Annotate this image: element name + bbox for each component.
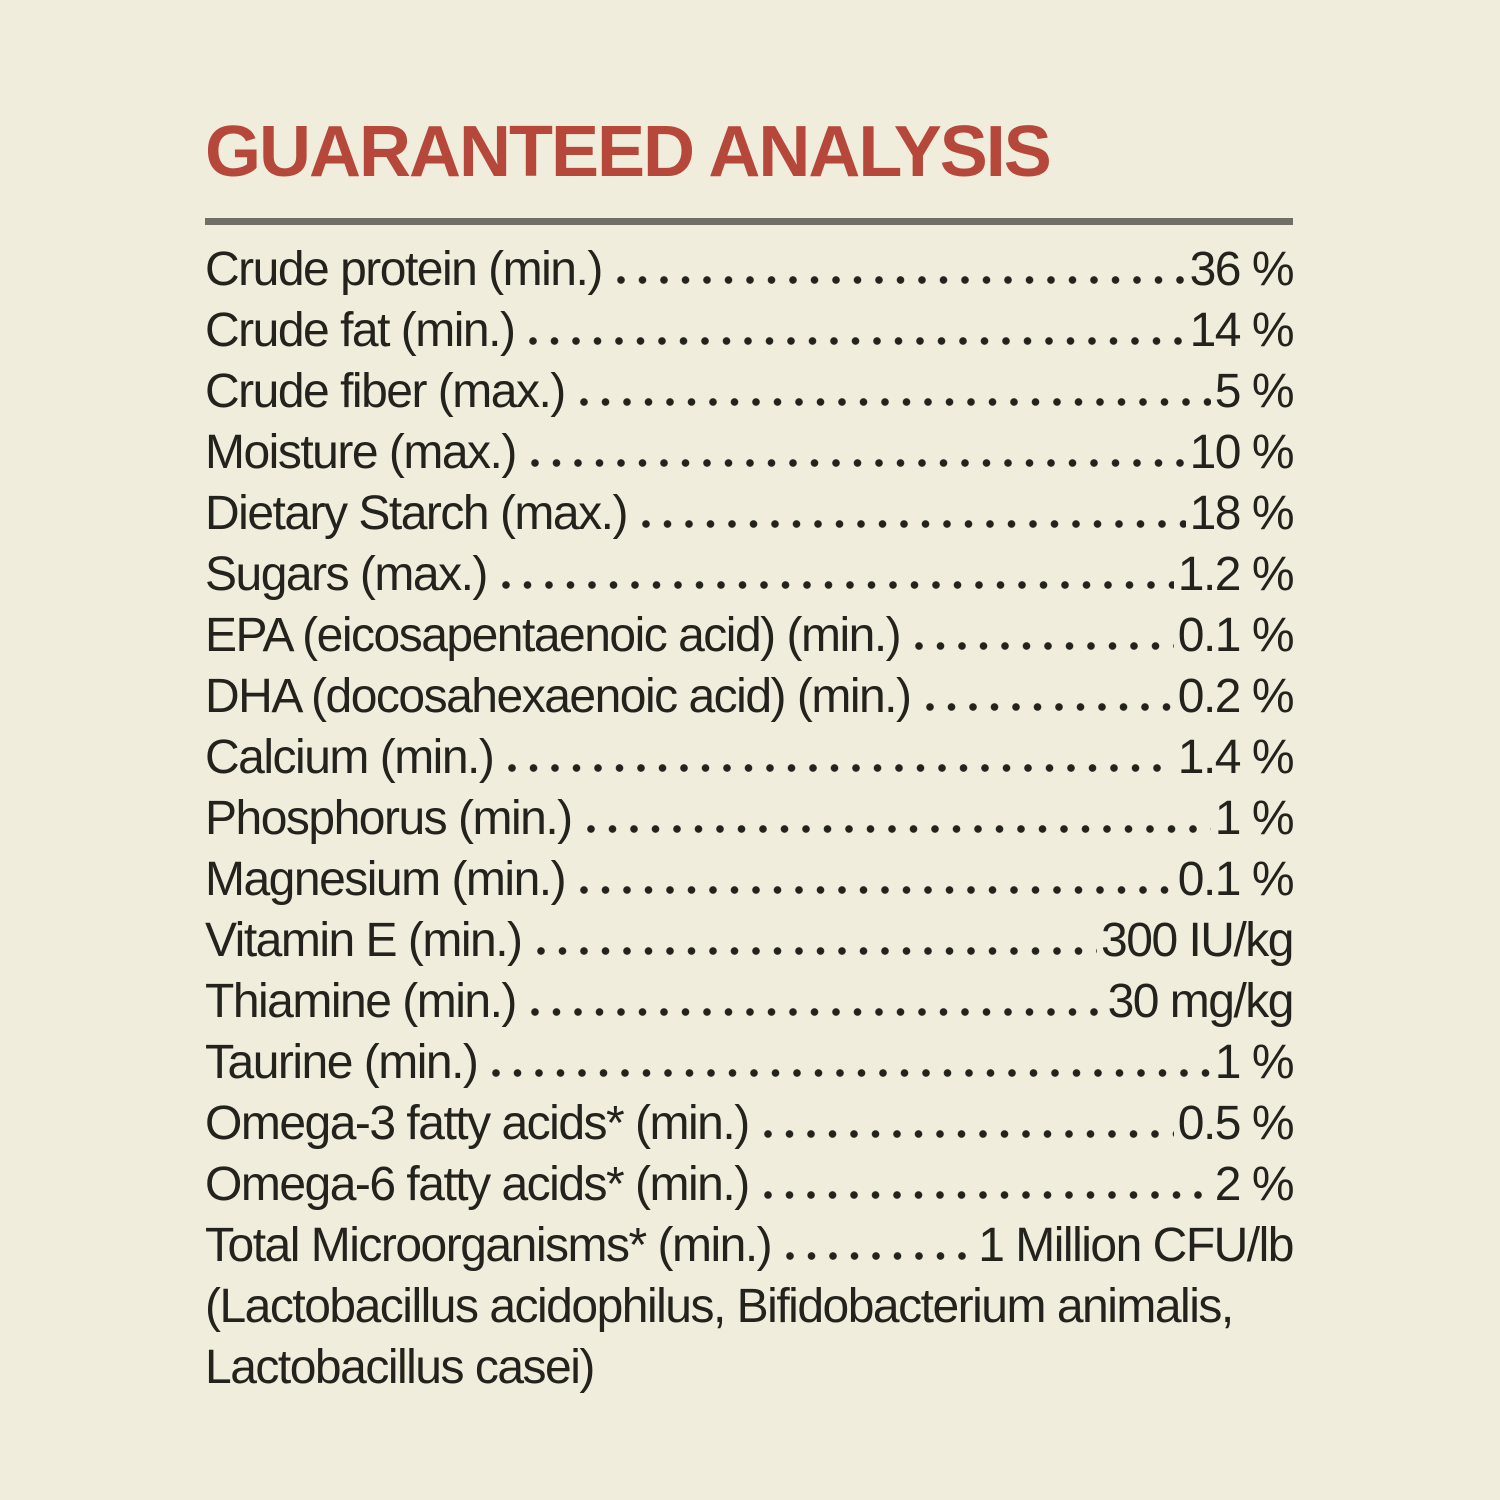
analysis-row bbox=[205, 483, 1293, 544]
dot-leader bbox=[757, 1129, 1174, 1139]
nutrient-value: 0.2 % bbox=[1177, 670, 1293, 723]
dot-leader bbox=[573, 397, 1211, 407]
nutrient-label: Omega-3 fatty acids* (min.) bbox=[205, 1097, 749, 1150]
nutrient-value: 36 % bbox=[1189, 243, 1293, 296]
nutrient-value: 5 % bbox=[1214, 365, 1293, 418]
analysis-row bbox=[205, 788, 1293, 849]
analysis-row bbox=[205, 910, 1293, 971]
microorganisms-footnote-line: (Lactobacillus acidophilus, Bifidobacterium animalis, bbox=[205, 1280, 1233, 1333]
analysis-row bbox=[205, 666, 1293, 727]
nutrient-label: Omega-6 fatty acids* (min.) bbox=[205, 1158, 749, 1211]
nutrient-value: 1 % bbox=[1214, 792, 1293, 845]
dot-leader bbox=[530, 946, 1098, 956]
dot-leader bbox=[610, 275, 1186, 285]
nutrient-label: Phosphorus (min.) bbox=[205, 792, 572, 845]
dot-leader bbox=[524, 1007, 1104, 1017]
analysis-list bbox=[205, 239, 1293, 1398]
dot-leader bbox=[908, 641, 1174, 651]
nutrient-value: 0.1 % bbox=[1177, 853, 1293, 906]
dot-leader bbox=[635, 519, 1186, 529]
dot-leader bbox=[757, 1190, 1211, 1200]
nutrient-label: Sugars (max.) bbox=[205, 548, 487, 601]
nutrient-value: 300 IU/kg bbox=[1101, 914, 1293, 967]
dot-leader bbox=[573, 885, 1174, 895]
nutrient-label: Vitamin E (min.) bbox=[205, 914, 522, 967]
analysis-row bbox=[205, 544, 1293, 605]
nutrient-value: 30 mg/kg bbox=[1107, 975, 1293, 1028]
nutrient-label: Crude fiber (max.) bbox=[205, 365, 565, 418]
dot-leader bbox=[919, 702, 1174, 712]
dot-leader bbox=[495, 580, 1174, 590]
analysis-row bbox=[205, 727, 1293, 788]
analysis-row bbox=[205, 1032, 1293, 1093]
nutrient-label: Taurine (min.) bbox=[205, 1036, 478, 1089]
analysis-row bbox=[205, 239, 1293, 300]
nutrient-label: EPA (eicosapentaenoic acid) (min.) bbox=[205, 609, 901, 662]
nutrient-value: 1 Million CFU/lb bbox=[978, 1219, 1293, 1272]
nutrient-label: Crude fat (min.) bbox=[205, 304, 515, 357]
dot-leader bbox=[501, 763, 1173, 773]
nutrient-value: 18 % bbox=[1189, 487, 1293, 540]
nutrient-label: Magnesium (min.) bbox=[205, 853, 566, 906]
analysis-row bbox=[205, 1215, 1293, 1276]
analysis-row bbox=[205, 605, 1293, 666]
nutrient-value: 0.1 % bbox=[1177, 609, 1293, 662]
nutrient-label: Dietary Starch (max.) bbox=[205, 487, 627, 540]
nutrient-label: Moisture (max.) bbox=[205, 426, 516, 479]
analysis-row bbox=[205, 971, 1293, 1032]
nutrient-label: Calcium (min.) bbox=[205, 731, 494, 784]
analysis-row bbox=[205, 361, 1293, 422]
nutrient-value: 0.5 % bbox=[1177, 1097, 1293, 1150]
microorganisms-footnote-line: Lactobacillus casei) bbox=[205, 1341, 594, 1394]
nutrient-value: 1.4 % bbox=[1177, 731, 1293, 784]
nutrient-label: Total Microorganisms* (min.) bbox=[205, 1219, 772, 1272]
dot-leader bbox=[580, 824, 1211, 834]
nutrient-label: Crude protein (min.) bbox=[205, 243, 602, 296]
nutrient-value: 1 % bbox=[1214, 1036, 1293, 1089]
nutrient-label: DHA (docosahexaenoic acid) (min.) bbox=[205, 670, 911, 723]
analysis-row bbox=[205, 849, 1293, 910]
dot-leader bbox=[779, 1251, 974, 1261]
section-title: GUARANTEED ANALYSIS bbox=[205, 112, 1050, 192]
title-underline-rule bbox=[205, 218, 1293, 225]
analysis-row bbox=[205, 422, 1293, 483]
nutrient-value: 2 % bbox=[1214, 1158, 1293, 1211]
dot-leader bbox=[522, 336, 1185, 346]
nutrient-value: 14 % bbox=[1189, 304, 1293, 357]
nutrient-value: 1.2 % bbox=[1177, 548, 1293, 601]
dot-leader bbox=[524, 458, 1186, 468]
analysis-row bbox=[205, 300, 1293, 361]
nutrient-label: Thiamine (min.) bbox=[205, 975, 516, 1028]
analysis-row bbox=[205, 1093, 1293, 1154]
dot-leader bbox=[485, 1068, 1210, 1078]
nutrient-value: 10 % bbox=[1189, 426, 1293, 479]
analysis-row bbox=[205, 1154, 1293, 1215]
